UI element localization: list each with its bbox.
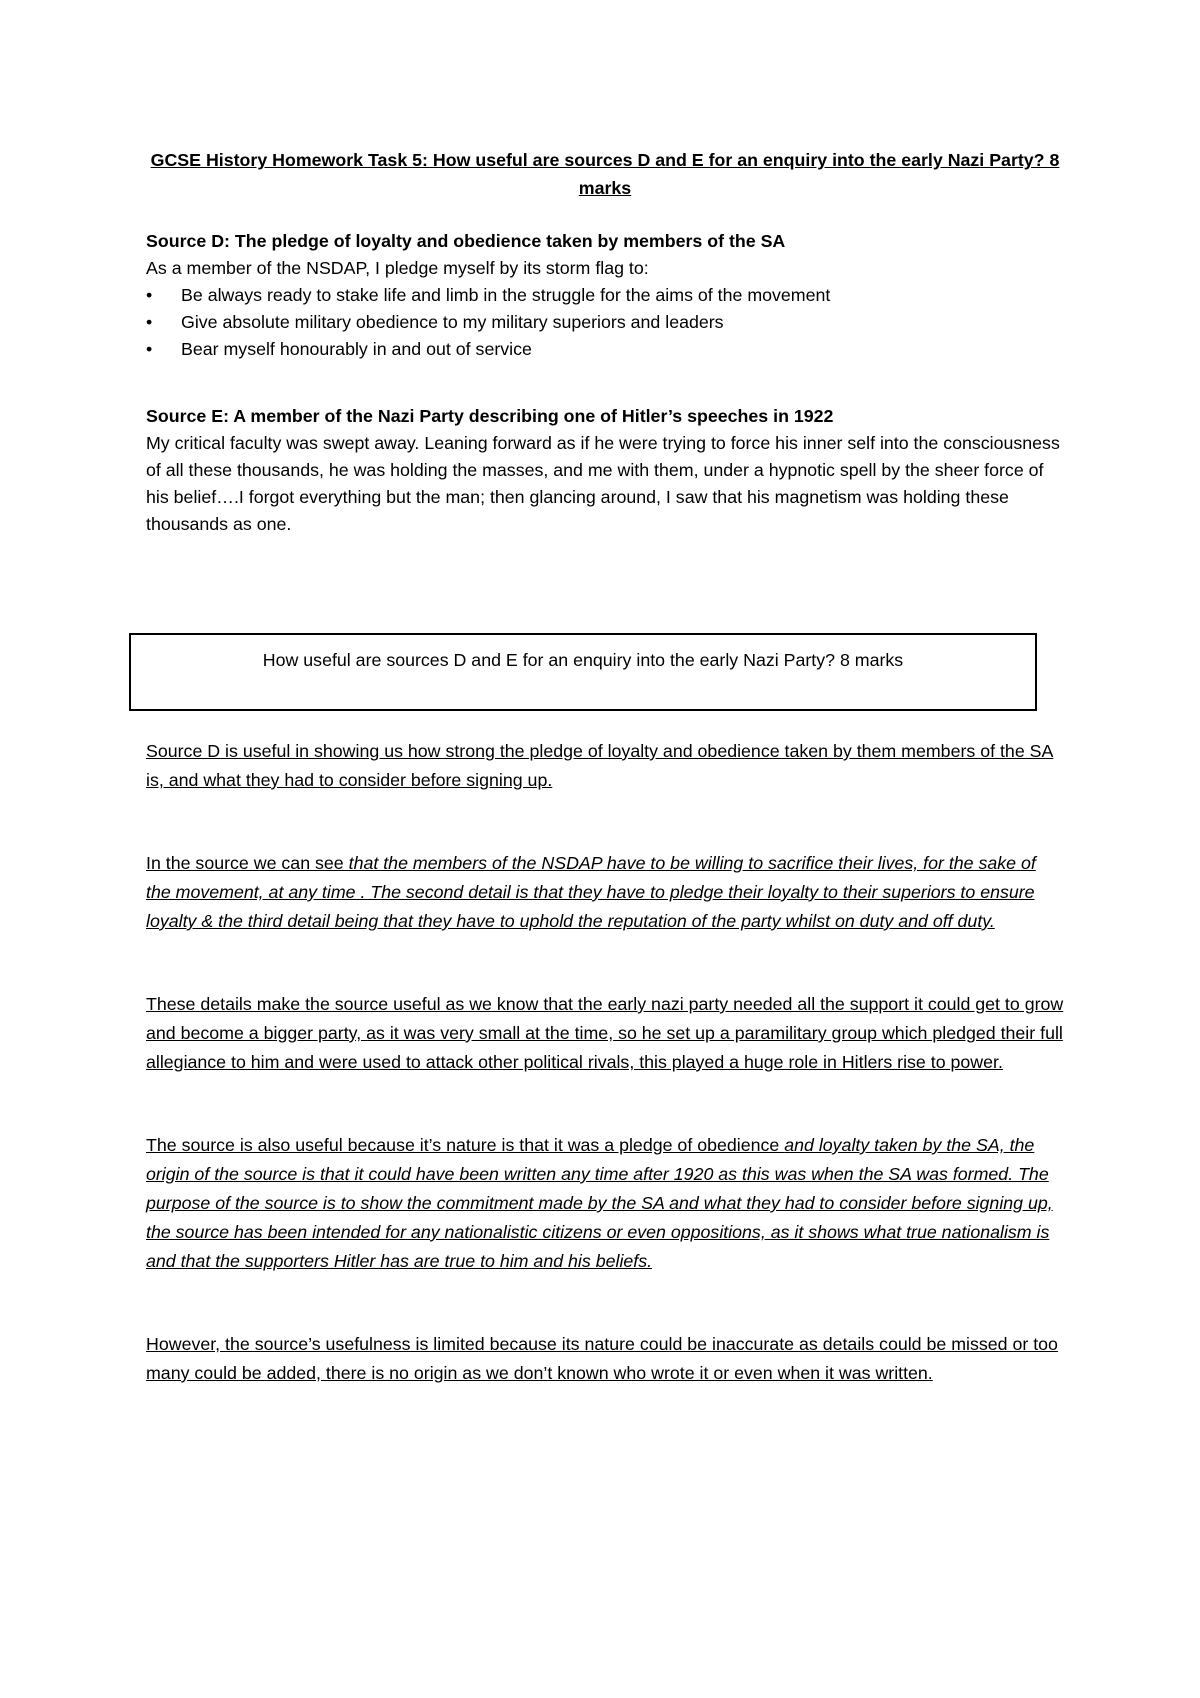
answer-paragraph-4 [146, 1131, 1064, 1276]
answer-paragraph-4-italic: and loyalty taken by the SA, the origin of the source is that it could have been written any time after 1920 as this was when the SA was formed. The purpose of the source is to show the commitment made by the SA and what they had to consider before signing up, the source has been intended for any nationalistic citizens or even oppositions, as it shows what true nationalism is and that the supporters Hitler has are true to him and his beliefs. [146, 1135, 1053, 1271]
list-item [146, 282, 1064, 309]
answer-section [146, 737, 1064, 1388]
source-d-heading: Source D: The pledge of loyalty and obedience taken by members of the SA [146, 231, 786, 251]
bullet-icon: • [146, 339, 153, 359]
answer-paragraph-2-italic: that the members of the NSDAP have to be willing to sacrifice their lives, for the sake of the movement, at any time . The second detail is that they have to pledge their loyalty to their superiors to ensure loyalty & the third detail being that they have to uphold the reputation of the party whilst on duty and off duty. [146, 853, 1036, 931]
document-page [146, 146, 1064, 1388]
source-d-section [146, 228, 1064, 363]
question-box [129, 633, 1037, 711]
answer-paragraph-2 [146, 849, 1064, 936]
list-item-text: Be always ready to stake life and limb in the struggle for the aims of the movement [181, 285, 831, 305]
bullet-icon: • [146, 312, 153, 332]
answer-paragraph-5: However, the source’s usefulness is limited because its nature could be inaccurate as details could be missed or too many could be added, there is no origin as we don’t known who wrote it or even when it was written. [146, 1334, 1058, 1383]
list-item-text: Give absolute military obedience to my military superiors and leaders [181, 312, 724, 332]
answer-paragraph-4-plain: The source is also useful because it’s nature is that it was a pledge of obedience [146, 1135, 785, 1155]
list-item [146, 309, 1064, 336]
answer-paragraph-2-plain: In the source we can see [146, 853, 349, 873]
source-d-bullet-list [146, 282, 1064, 363]
source-e-section [146, 403, 1064, 538]
bullet-icon: • [146, 285, 153, 305]
answer-paragraph-1: Source D is useful in showing us how strong the pledge of loyalty and obedience taken by them members of the SA is, and what they had to consider before signing up. [146, 741, 1054, 790]
page-title: GCSE History Homework Task 5: How useful are sources D and E for an enquiry into the early Nazi Party? 8 marks [150, 150, 1060, 198]
answer-paragraph-3: These details make the source useful as we know that the early nazi party needed all the support it could get to grow and become a bigger party, as it was very small at the time, so he set up a paramilitary group which pledged their full allegiance to him and were used to attack other political rivals, this played a huge role in Hitlers rise to power. [146, 994, 1064, 1072]
source-d-intro: As a member of the NSDAP, I pledge myself by its storm flag to: [146, 258, 649, 278]
list-item [146, 336, 1064, 363]
source-e-heading: Source E: A member of the Nazi Party describing one of Hitler’s speeches in 1922 [146, 406, 834, 426]
source-e-text: My critical faculty was swept away. Leaning forward as if he were trying to force his inner self into the consciousness of all these thousands, he was holding the masses, and me with them, under a hypnotic spell by the sheer force of his belief….I forgot everything but the man; then glancing around, I saw that his magnetism was holding these thousands as one. [146, 433, 1060, 534]
question-text: How useful are sources D and E for an enquiry into the early Nazi Party? 8 marks [262, 650, 904, 670]
list-item-text: Bear myself honourably in and out of service [181, 339, 532, 359]
